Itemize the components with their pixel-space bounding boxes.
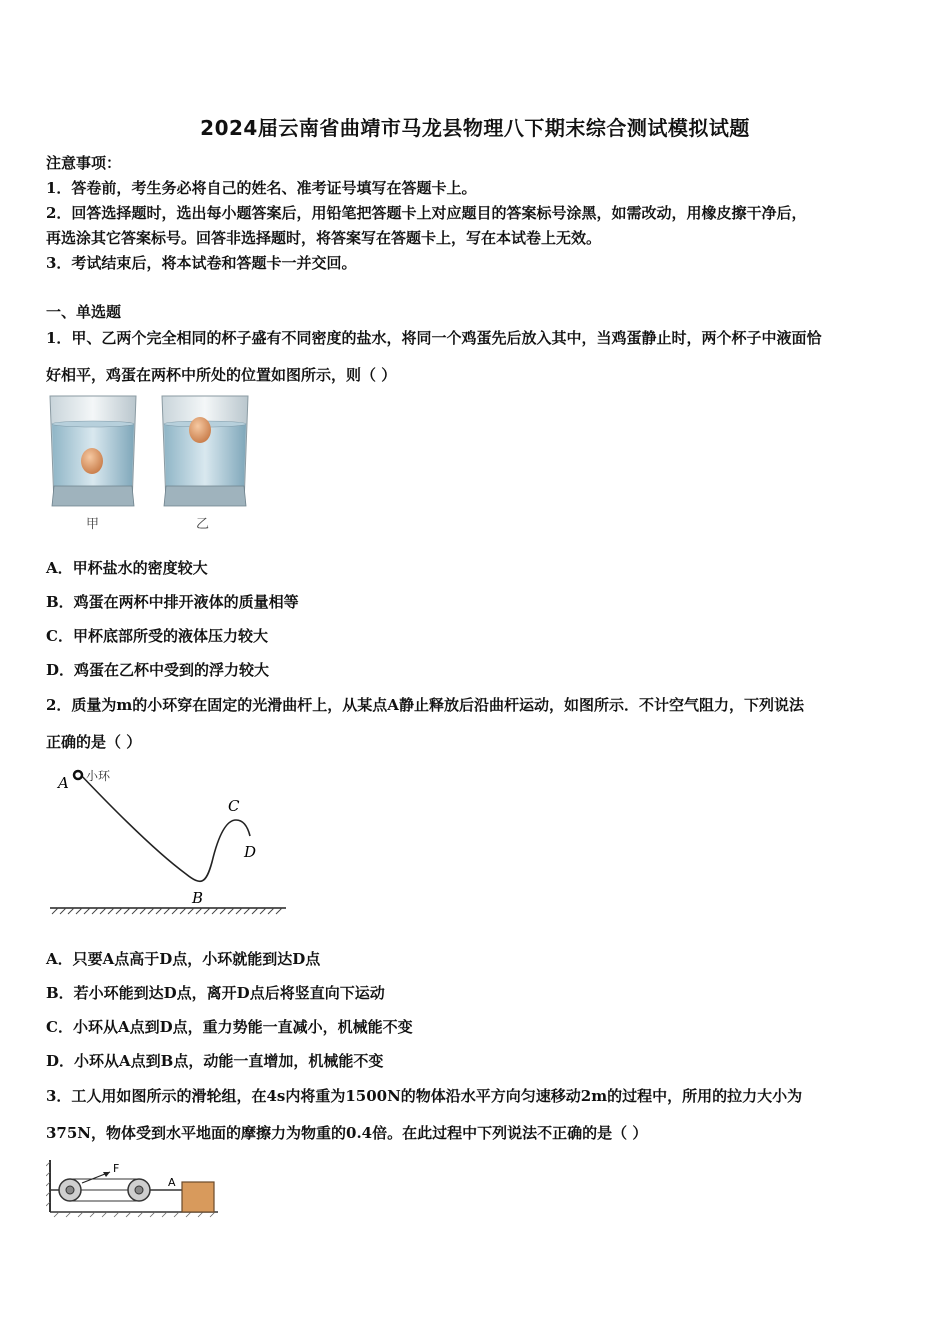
q2-option-b: B．若小环能到达D点，离开D点后将竖直向下运动 (46, 984, 385, 1002)
q2-option-a: A．只要A点高于D点，小环就能到达D点 (46, 950, 321, 968)
page-title: 2024届云南省曲靖市马龙县物理八下期末综合测试模拟试题 (200, 116, 750, 140)
q2-option-c: C．小环从A点到D点，重力势能一直减小，机械能不变 (46, 1018, 413, 1036)
q3-stem-line1: 3．工人用如图所示的滑轮组，在4s内将重为1500N的物体沿水平方向匀速移动2m的过程中，所用的拉力大小为 (46, 1087, 803, 1105)
q1-stem-line2: 好相平，鸡蛋在两杯中所处的位置如图所示，则（ ） (46, 366, 397, 384)
egg-jia (81, 448, 103, 474)
notice-heading: 注意事项： (46, 154, 122, 172)
q2-option-d: D．小环从A点到B点，动能一直增加，机械能不变 (46, 1052, 384, 1070)
notice-item-2-cont: 再选涂其它答案标号。回答非选择题时，将答案写在答题卡上，写在本试卷上无效。 (46, 229, 602, 247)
q2-figure-curve (46, 762, 291, 920)
force-label: F (113, 1162, 120, 1175)
q3-stem-line2: 375N，物体受到水平地面的摩擦力为物重的0.4倍。在此过程中下列说法不正确的是（ ） (46, 1124, 648, 1142)
glass-label-jia: 甲 (86, 517, 100, 532)
point-d-label: D (244, 843, 257, 861)
q1-option-b: B．鸡蛋在两杯中排开液体的质量相等 (46, 593, 299, 611)
q1-option-a: A．甲杯盐水的密度较大 (46, 559, 208, 577)
ring-label: 小环 (86, 769, 111, 783)
glass-jia (50, 396, 136, 506)
q2-stem-line1: 2．质量为m的小环穿在固定的光滑曲杆上，从某点A静止释放后沿曲杆运动，如图所示．不计空气阻力，下列说法 (46, 696, 804, 714)
point-b-label: B (192, 889, 204, 907)
ring (74, 771, 82, 779)
glass-label-yi: 乙 (196, 517, 210, 532)
section-heading: 一、单选题 (46, 303, 122, 321)
q1-stem-line1: 1．甲、乙两个完全相同的杯子盛有不同密度的盐水，将同一个鸡蛋先后放入其中，当鸡蛋静止时，两个杯子中液面恰 (46, 329, 822, 347)
glass-yi (162, 396, 248, 506)
q3-figure-pulley (46, 1156, 221, 1222)
block-label: A (168, 1176, 176, 1189)
notice-item-2: 2．回答选择题时，选出每小题答案后，用铅笔把答题卡上对应题目的答案标号涂黑，如需改动，用橡皮擦干净后， (46, 204, 807, 222)
q1-option-d: D．鸡蛋在乙杯中受到的浮力较大 (46, 661, 270, 679)
point-c-label: C (228, 797, 240, 815)
egg-yi (189, 417, 211, 443)
q1-option-c: C．甲杯底部所受的液体压力较大 (46, 627, 268, 645)
point-a-label: A (58, 774, 69, 792)
notice-item-3: 3．考试结束后，将本试卷和答题卡一并交回。 (46, 254, 357, 272)
ground-hatching (52, 908, 282, 914)
q2-stem-line2: 正确的是（ ） (46, 733, 142, 751)
q1-figure-glasses (46, 394, 251, 536)
block-a (182, 1182, 214, 1212)
notice-item-1: 1．答卷前，考生务必将自己的姓名、准考证号填写在答题卡上。 (46, 179, 477, 197)
